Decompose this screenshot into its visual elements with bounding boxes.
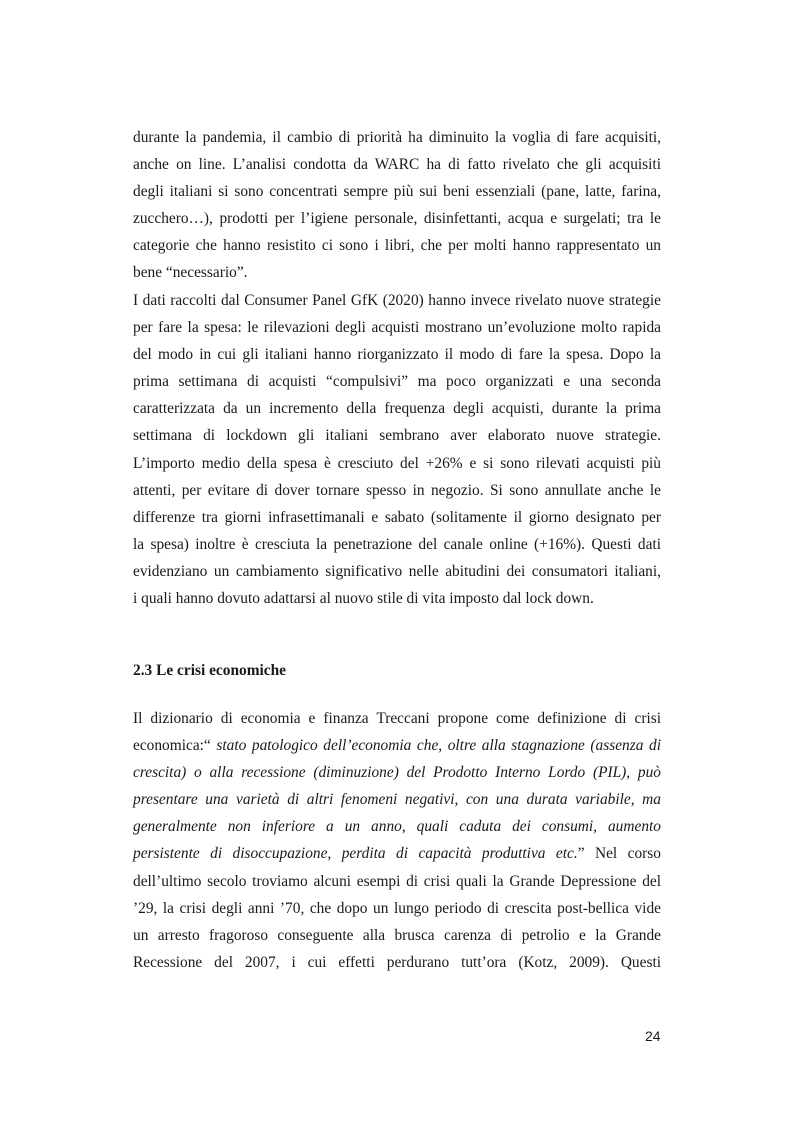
paragraph-gfk-consumer-panel xyxy=(133,287,661,612)
text-segment: ” Nel corso xyxy=(577,845,661,863)
page-number: 24 xyxy=(645,1028,661,1044)
text-line: evidenziano un cambiamento significativo nelle abitudini dei consumatori italiani, xyxy=(133,562,661,580)
section-heading: 2.3 Le crisi economiche xyxy=(133,662,287,679)
text-line: differenze tra giorni infrasettimanali e sabato (solitamente il giorno designato per xyxy=(133,508,661,526)
text-line: i quali hanno dovuto adattarsi al nuovo stile di vita imposto dal lock down. xyxy=(133,590,594,608)
text-line: Il dizionario di economia e finanza Treccani propone come definizione di crisi xyxy=(133,710,661,727)
text-line: degli italiani si sono concentrati sempre più sui beni essenziali (pane, latte, farina, xyxy=(133,183,661,201)
text-line xyxy=(133,813,661,840)
definition-quote: persistente di disoccupazione, perdita di capacità produttiva etc. xyxy=(133,845,578,863)
text-line xyxy=(133,759,661,786)
text-line xyxy=(133,732,661,759)
text-line: prima settimana di acquisti “compulsivi” ma poco organizzati e una seconda xyxy=(133,373,661,391)
paragraph-economic-crisis-definition xyxy=(133,705,661,976)
text-line xyxy=(133,786,661,813)
text-line: durante la pandemia, il cambio di priorità ha diminuito la voglia di fare acquisiti, xyxy=(133,129,661,146)
text-line: dell’ultimo secolo troviamo alcuni esempi di crisi quali la Grande Depressione del xyxy=(133,872,661,890)
definition-quote: crescita) o alla recessione (diminuzione) del Prodotto Interno Lordo (PIL), può xyxy=(133,764,661,782)
paragraph-pandemic-purchases xyxy=(133,124,661,287)
text-line: del modo in cui gli italiani hanno riorganizzato il modo di fare la spesa. Dopo la xyxy=(133,346,661,364)
definition-quote: stato patologico dell’economia che, oltre alla stagnazione (assenza di xyxy=(216,737,661,755)
text-line: la spesa) inoltre è cresciuta la penetrazione del canale online (+16%). Questi dati xyxy=(133,535,661,553)
text-line: zucchero…), prodotti per l’igiene personale, disinfettanti, acqua e surgelati; tra le xyxy=(133,210,661,228)
text-line: attenti, per evitare di dover tornare spesso in negozio. Si sono annullate anche le xyxy=(133,481,661,499)
text-line: categorie che hanno resistito ci sono i libri, che per molti hanno rappresentato un xyxy=(133,237,661,255)
text-line: caratterizzata da un incremento della frequenza degli acquisti, durante la prima xyxy=(133,400,661,418)
text-line: un arresto fragoroso conseguente alla brusca carenza di petrolio e la Grande xyxy=(133,926,661,944)
text-line: ’29, la crisi degli anni ’70, che dopo un lungo periodo di crescita post-bellica vide xyxy=(133,899,661,917)
text-line: anche on line. L’analisi condotta da WARC ha di fatto rivelato che gli acquisiti xyxy=(133,156,661,174)
text-segment: economica:“ xyxy=(133,737,217,755)
definition-quote: presentare una varietà di altri fenomeni negativi, con una durata variabile, ma xyxy=(133,791,661,809)
definition-quote: generalmente non inferiore a un anno, quali caduta dei consumi, aumento xyxy=(133,818,661,836)
text-line: I dati raccolti dal Consumer Panel GfK (2020) hanno invece rivelato nuove strategie xyxy=(133,292,661,309)
text-line: settimana di lockdown gli italiani sembrano aver elaborato nuove strategie. xyxy=(133,427,661,445)
text-line xyxy=(133,840,661,867)
text-line: L’importo medio della spesa è cresciuto del +26% e si sono rilevati acquisti più xyxy=(133,454,661,472)
text-line: Recessione del 2007, i cui effetti perdurano tutt’ora (Kotz, 2009). Questi xyxy=(133,953,661,971)
text-line: bene “necessario”. xyxy=(133,264,248,282)
text-line: per fare la spesa: le rilevazioni degli acquisti mostrano un’evoluzione molto rapida xyxy=(133,319,661,337)
